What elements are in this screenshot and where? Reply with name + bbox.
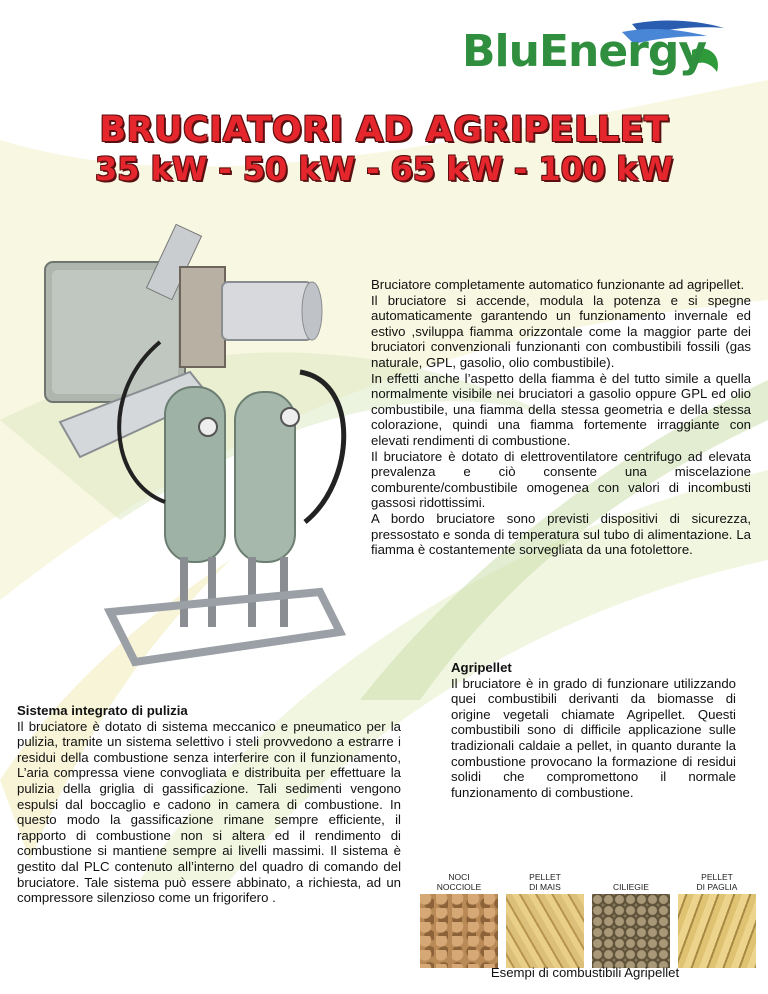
fuel-sample bbox=[678, 868, 756, 968]
company-logo bbox=[462, 14, 732, 84]
description-paragraph: Bruciatore completamente automatico funzionante ad agripellet. bbox=[371, 277, 745, 292]
cleaning-heading: Sistema integrato di pulizia bbox=[17, 703, 188, 718]
description-paragraph: Il bruciatore è dotato di elettroventilatore centrifugo ad elevata prevalenza e ciò consente una miscelazione comburente/combustibile omogenea con valori di incombusti gassosi ridottissimi. bbox=[371, 448, 751, 511]
agripellet-heading: Agripellet bbox=[451, 660, 512, 675]
cleaning-text: Il bruciatore è dotato di sistema meccanico e pneumatico per la pulizia, tramite un sistema selettivo i steli provvedono a estrarre i residui della combustione senza interferire con il funzionamento, L’aria compressa viene convogliata e distribuita per effettuare la pulizia della griglia di gassificazione. Tali sedimenti vengono espulsi dal boccaglio e cadono in camera di combustione. In questo modo la gassificazione rimane sempre efficiente, il rapporto di combustione non si altera ed il rendimento di combustione si mantiene sempre ai livelli massimi. Il sistema è gestito dal PLC contenuto all’interno del quadro di comando del bruciatore. Tale sistema può essere abbinato, a richiesta, ad un compressore silenzioso come un frigorifero . bbox=[17, 718, 401, 906]
fuel-photo bbox=[678, 894, 756, 968]
fuel-label: CILIEGIE bbox=[613, 882, 649, 892]
fuel-label: NOCI NOCCIOLE bbox=[436, 872, 482, 892]
power-subtitle: 35 kW - 50 kW - 65 kW - 100 kW bbox=[95, 150, 673, 188]
fuel-label: PELLET DI MAIS bbox=[529, 872, 561, 892]
main-title: BRUCIATORI AD AGRIPELLET bbox=[99, 110, 669, 150]
burner-description bbox=[371, 277, 751, 558]
agripellet-text: Il bruciatore è in grado di funzionare utilizzando quei combustibili derivanti da biomasse di origine vegetali chiamate Agripellet. Questi combustibili sono di difficile applicazione sulle tradizionali caldaie a pellet, in quanto durante la combustione provocano la formazione di residui solidi che compromettono il normale funzionamento di combustione. bbox=[451, 675, 736, 800]
fuel-photo bbox=[506, 894, 584, 968]
logo-wordmark: BluEnergy bbox=[462, 26, 707, 77]
description-paragraph: A bordo bruciatore sono previsti dispositivi di sicurezza, pressostato e sonda di temperatura sul tubo di alimentazione. La fiamma è costantemente sorvegliata da una fotolettore. bbox=[371, 510, 751, 558]
burner-machine-image bbox=[40, 222, 360, 672]
fuel-samples bbox=[420, 868, 755, 978]
description-paragraph: In effetti anche l’aspetto della fiamma è del tutto simile a quella normalmente visibile nei bruciatori a gasolio oppure GPL ed olio combustibile, una fiamma della stessa geometria e della stessa colorazione, quindi una fiamma fortemente irraggiante con elevati rendimenti di combustione. bbox=[371, 370, 751, 448]
cleaning-section bbox=[17, 703, 401, 906]
fuel-label: PELLET DI PAGLIA bbox=[696, 872, 738, 892]
agripellet-section bbox=[451, 660, 736, 800]
fuels-caption: Esempi di combustibili Agripellet bbox=[490, 965, 680, 980]
fuel-photo bbox=[592, 894, 670, 968]
fuel-photo bbox=[420, 894, 498, 968]
description-paragraph: Il bruciatore si accende, modula la potenza e si spegne automaticamente garantendo un funzionamento invernale ed estivo ,sviluppa fiamma orizzontale come la maggior parte dei bruciatori convenzionali funzionanti con combustibili fossili (gas naturale, GPL, gasolio, olio combustibile). bbox=[371, 292, 751, 370]
fuel-sample bbox=[506, 868, 584, 968]
fuel-sample bbox=[420, 868, 498, 968]
fuel-sample bbox=[592, 868, 670, 968]
